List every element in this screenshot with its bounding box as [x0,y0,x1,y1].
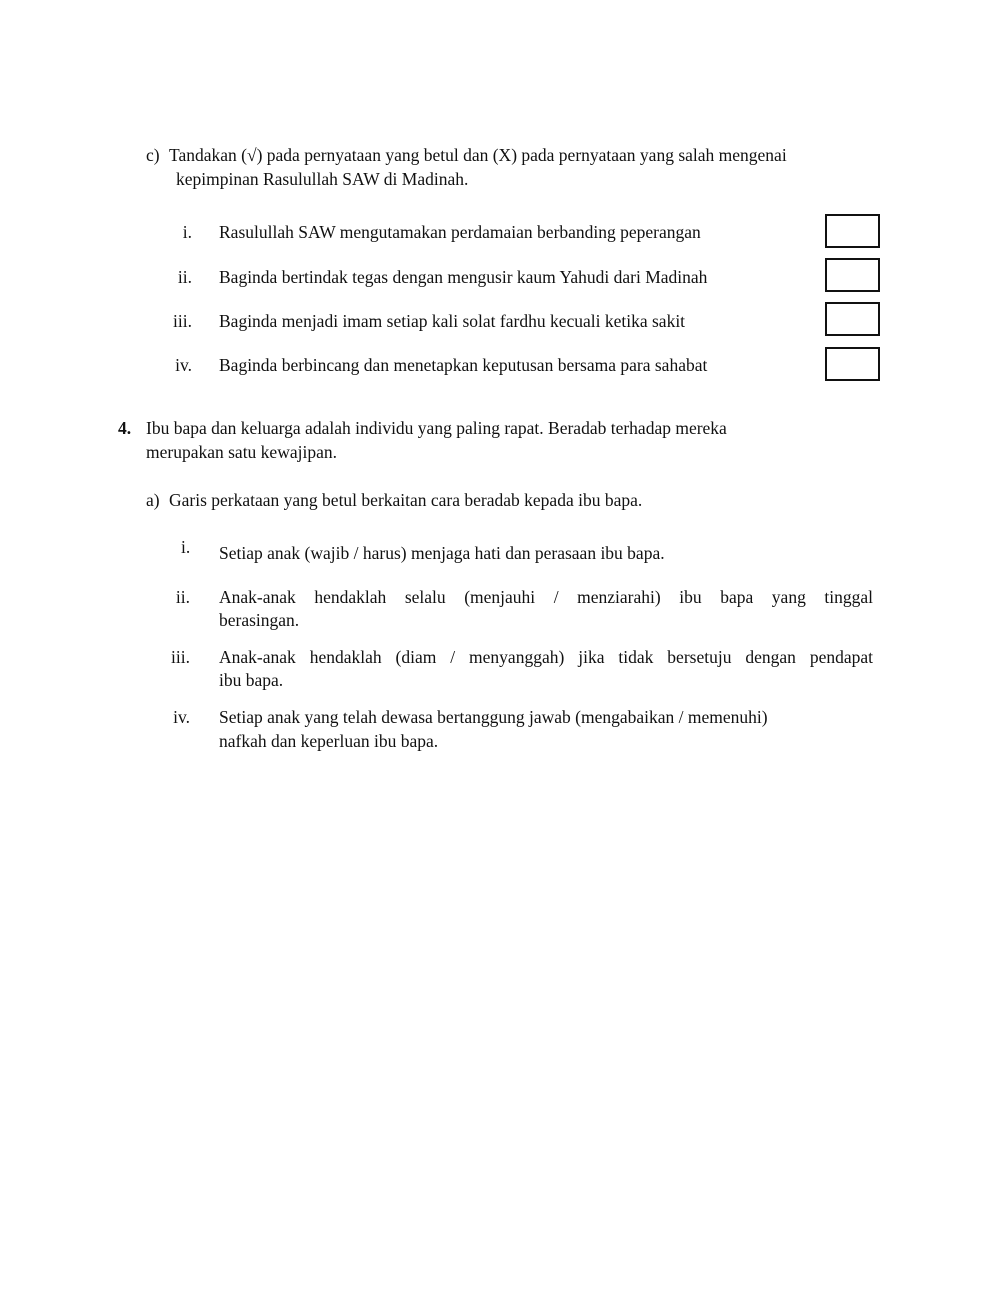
item-text-line1: Setiap anak (wajib / harus) menjaga hati dan perasaan ibu bapa. [219,543,665,563]
question-number: 4. [118,418,132,438]
question-text-line1: Ibu bapa dan keluarga adalah individu yang paling rapat. Beradab terhadap mereka [146,418,727,438]
item-number: iv. [173,707,190,727]
item-text-line1: Setiap anak yang telah dewasa bertanggung jawab (mengabaikan / memenuhi) [219,707,768,727]
part-a-label: a) [146,490,160,510]
part-c-instruction-line2: kepimpinan Rasulullah SAW di Madinah. [176,169,469,189]
answer-box-4[interactable] [825,347,880,381]
item-text-line1: Anak-anak hendaklah selalu (menjauhi / menziarahi) ibu bapa yang tinggal [219,587,873,607]
item-number: ii. [175,587,190,607]
statement-text: Baginda menjadi imam setiap kali solat fardhu kecuali ketika sakit [219,311,686,331]
item-number: iv. [175,355,192,375]
answer-box-1[interactable] [825,214,880,248]
item-text-line1: Anak-anak hendaklah (diam / menyanggah) jika tidak bersetuju dengan pendapat [219,647,873,667]
statement-text: Baginda berbincang dan menetapkan keputusan bersama para sahabat [219,355,708,375]
item-number: iii. [173,311,192,331]
item-text-line2: nafkah dan keperluan ibu bapa. [219,731,439,751]
statement-text: Baginda bertindak tegas dengan mengusir kaum Yahudi dari Madinah [219,267,708,287]
item-number: i. [181,537,191,557]
item-number: iii. [171,647,190,667]
part-a-instruction: Garis perkataan yang betul berkaitan cara beradab kepada ibu bapa. [169,490,643,510]
item-text-line2: ibu bapa. [219,670,284,690]
item-number: ii. [177,267,192,287]
statement-text: Rasulullah SAW mengutamakan perdamaian berbanding peperangan [219,222,701,242]
question-text-line2: merupakan satu kewajipan. [146,442,337,462]
part-c-instruction-line1: Tandakan (√) pada pernyataan yang betul dan (X) pada pernyataan yang salah mengenai [169,145,787,165]
item-text-line2: berasingan. [219,610,300,630]
answer-box-2[interactable] [825,258,880,292]
answer-box-3[interactable] [825,302,880,336]
item-number: i. [182,222,192,242]
part-c-label: c) [146,145,160,165]
